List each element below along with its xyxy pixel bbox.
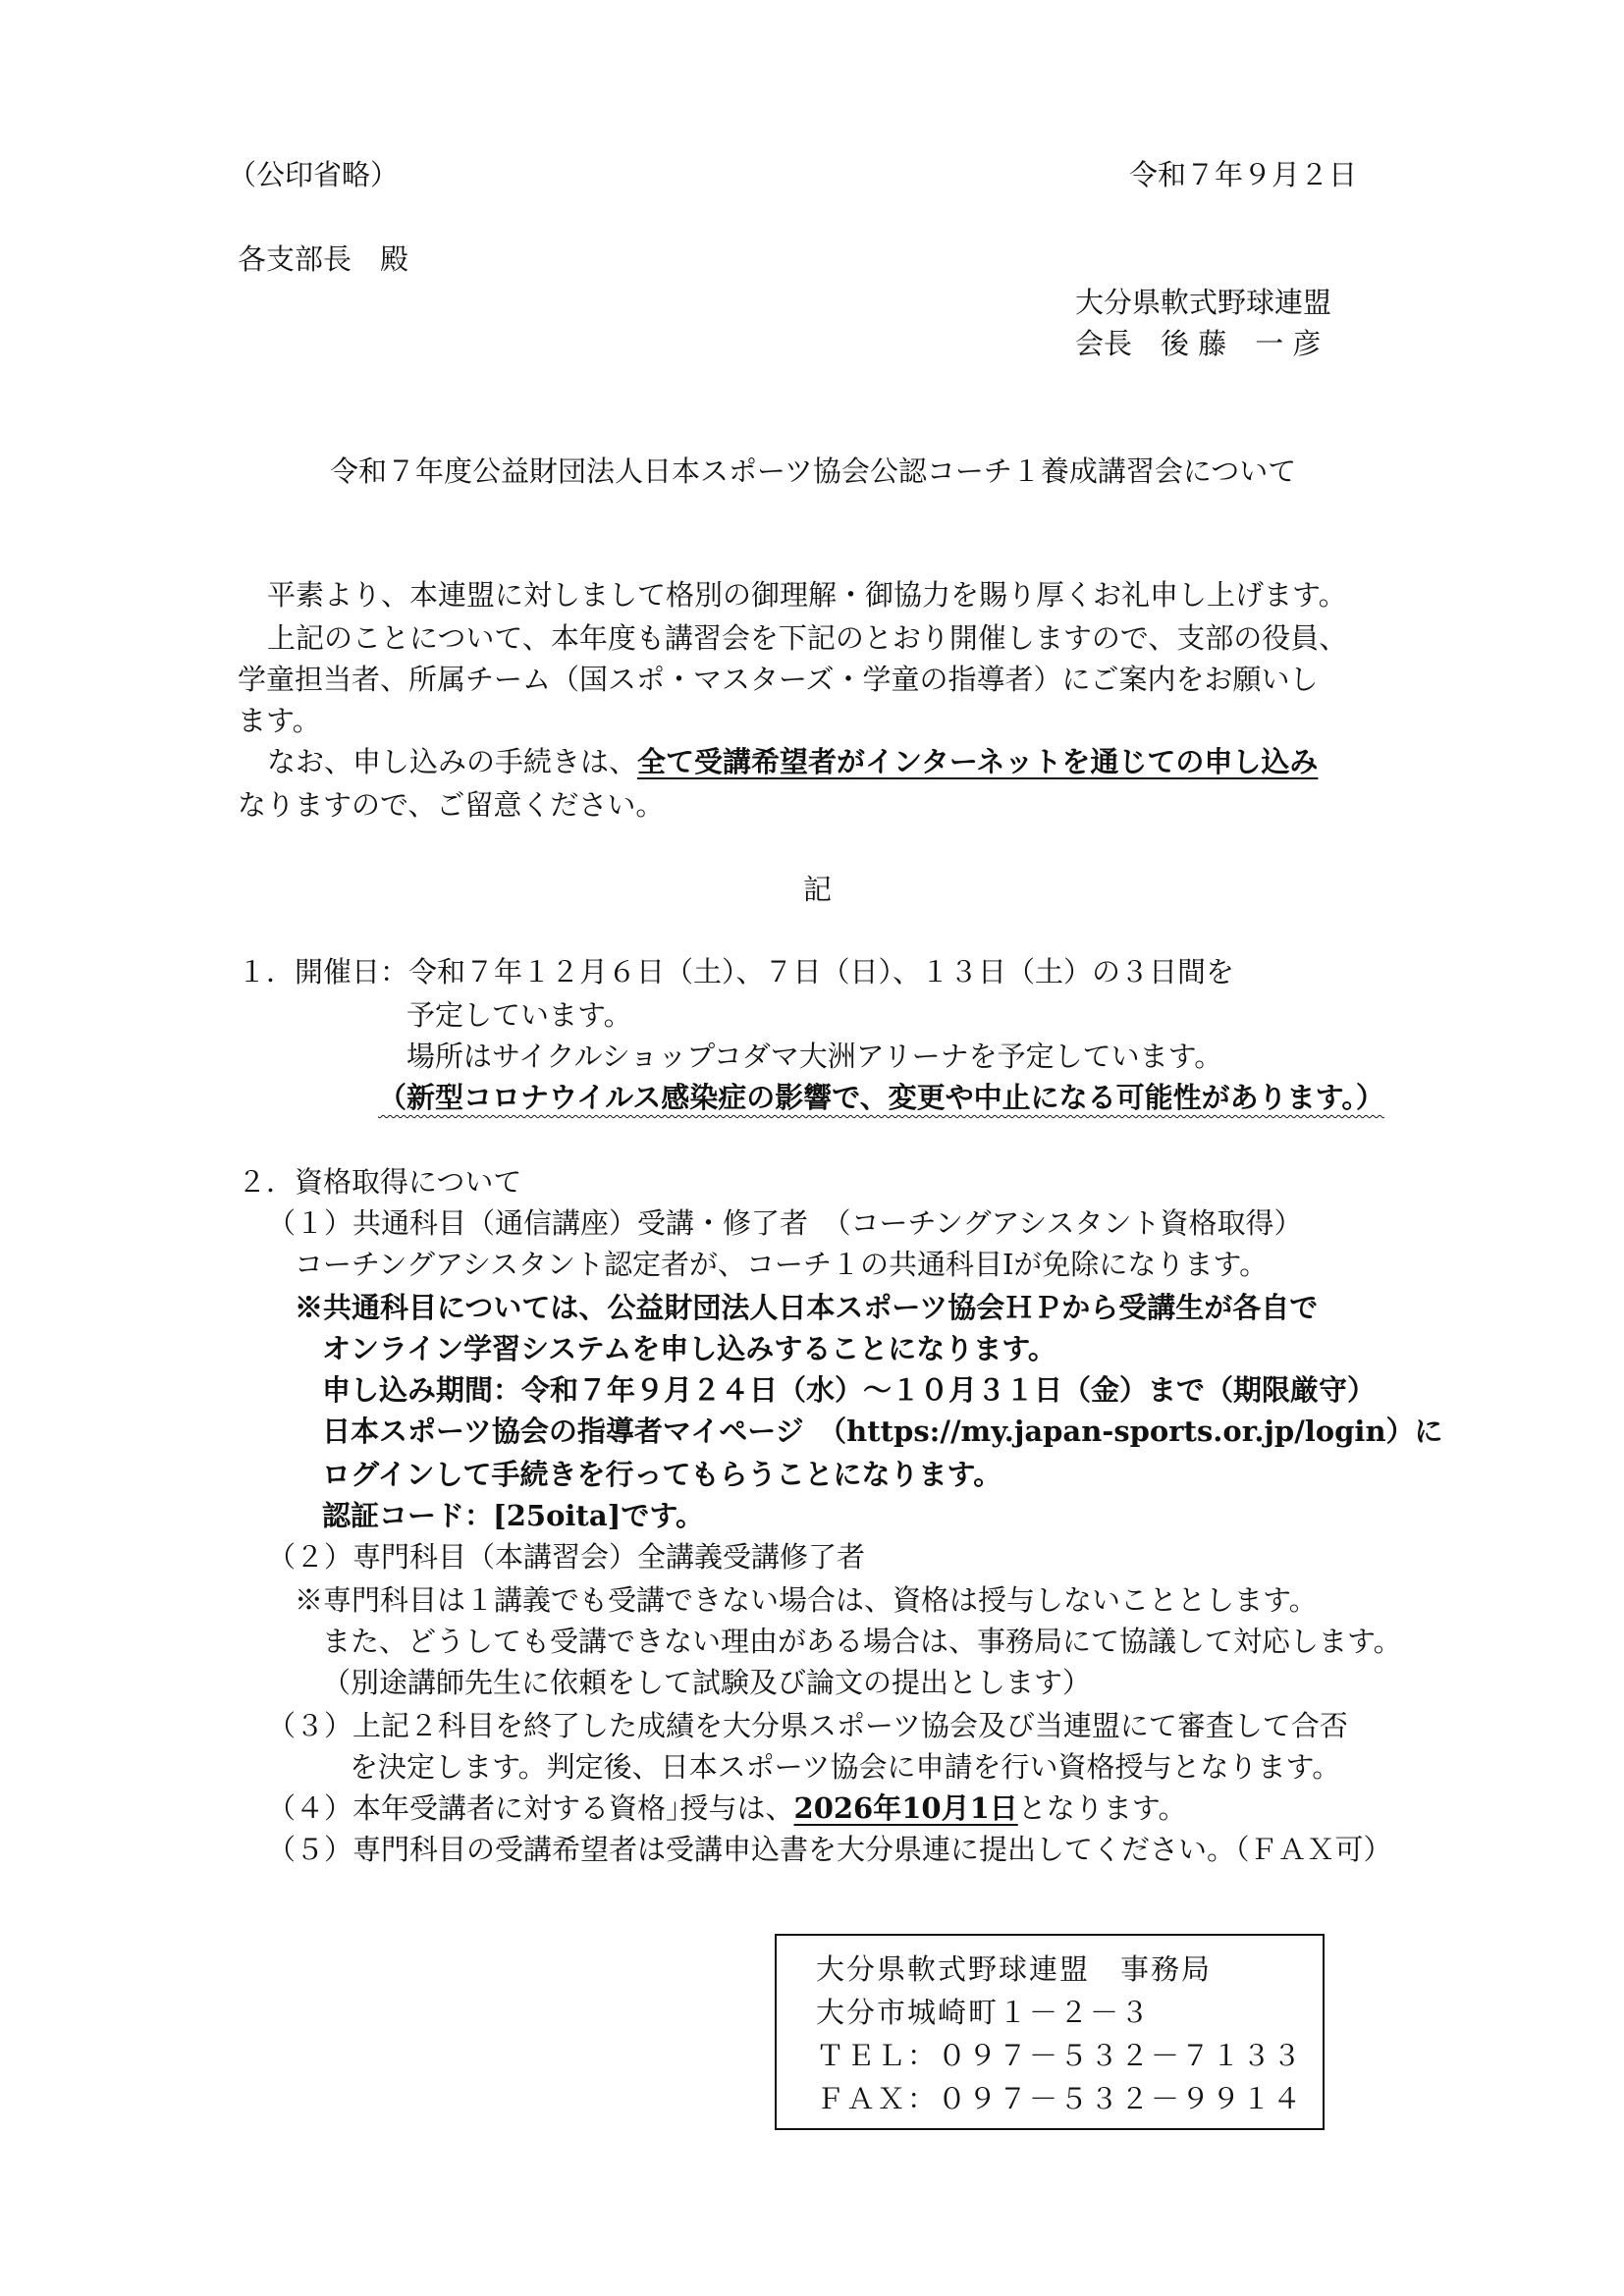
section2-note-line-5: ログインして手続きを行ってもらうことになります。 (322, 1458, 1002, 1491)
document-title: 令和７年度公益財団法人日本スポーツ協会公認コーチ１養成講習会について (330, 454, 1297, 488)
section2-note-line-2: オンライン学習システムを申し込みすることになります。 (322, 1332, 1056, 1365)
section2-item-4-suffix: となります。 (1017, 1791, 1187, 1825)
intro-paragraph-3-prefix: なお、申し込みの手続きは、 (267, 745, 638, 778)
contact-fax: ＦＡＸ：０９７－５３２－９９１４ (816, 2082, 1304, 2115)
section2-item-2-line-3: また、どうしても受講できない理由がある場合は、事務局にて協議して対応します。 (322, 1625, 1402, 1658)
intro-paragraph-2-line-1: 上記のことについて、本年度も講習会を下記のとおり開催しますので、支部の役員、 (267, 621, 1348, 655)
sender-name: 会長 後 藤 一 彦 (1075, 327, 1322, 360)
section2-item-4-date: 2026年10月1日 (793, 1791, 1018, 1825)
section2-auth-code: 認証コード：[25oita]です。 (322, 1499, 705, 1532)
section1-venue: 場所はサイクルショップコダマ大洲アリーナを予定しています。 (406, 1040, 1223, 1073)
intro-paragraph-2-line-2: 学童担当者、所属チーム（国スポ・マスターズ・学童の指導者）にご案内をお願いし (238, 663, 1319, 696)
contact-organization: 大分県軟式野球連盟 事務局 (816, 1952, 1213, 1986)
contact-box (775, 1934, 1325, 2130)
addressee: 各支部長 殿 (238, 242, 409, 276)
section2-item-1-line-2: コーチングアシスタント認定者が、コーチ１の共通科目Ⅰが免除になります。 (295, 1248, 1269, 1281)
section2-application-period: 申し込み期間：令和７年９月２４日（水）～１０月３１日（金）まで（期限厳守） (322, 1373, 1377, 1407)
section2-item-3: （３）上記２科目を終了した成績を大分県スポーツ協会及び当連盟にて審査して合否 (267, 1709, 1348, 1742)
section2-item-2-line-4: （別途講師先生に依頼をして試験及び論文の提出とします） (322, 1666, 1092, 1699)
intro-paragraph-1: 平素より、本連盟に対しまして格別の御理解・御協力を賜り厚くお礼申し上げます。 (267, 578, 1347, 612)
section2-item-4-prefix: （４）本年受講者に対する資格｣授与は、 (267, 1791, 794, 1825)
section2-item-2: （２）専門科目（本講習会）全講義受講修了者 (267, 1540, 866, 1574)
intro-paragraph-3-line-2: なりますので、ご留意ください。 (238, 788, 665, 822)
section1-line-1: １．開催日：令和７年１２月６日（土）、７日（日）、１３日（土）の３日間を (238, 955, 1235, 988)
intro-paragraph-3-line-1 (267, 742, 1318, 781)
section2-item-1: （１）共通科目（通信講座）受講・修了者 （コーチングアシスタント資格取得） (267, 1206, 1303, 1240)
section2-item-2-line-2: ※専門科目は１講義でも受講できない場合は、資格は授与しないこととします。 (295, 1583, 1318, 1617)
section1-line-2: 予定しています。 (406, 998, 632, 1032)
intro-paragraph-2-line-3: ます。 (238, 704, 321, 737)
section1-covid-warning: （新型コロナウイルス感染症の影響で、変更や中止になる可能性があります。） (378, 1081, 1384, 1114)
section2-note-line-1: ※共通科目については、公益財団法人日本スポーツ協会ＨＰから受講生が各自で (295, 1291, 1319, 1324)
section2-mypage-url: 日本スポーツ協会の指導者マイページ （https://my.japan-sports.or.jp/login）に (322, 1415, 1443, 1448)
section2-heading: ２．資格取得について (238, 1165, 522, 1199)
sender-organization: 大分県軟式野球連盟 (1075, 286, 1332, 319)
intro-paragraph-3-emphasis: 全て受講希望者がインターネットを通じての申し込み (637, 745, 1319, 778)
document-date: 令和７年９月２日 (1129, 158, 1358, 191)
contact-tel: ＴＥＬ：０９７－５３２－７１３３ (816, 2039, 1304, 2072)
section2-item-3-line-2: を決定します。判定後、日本スポーツ協会に申請を行い資格授与となります。 (350, 1750, 1341, 1784)
section2-item-4 (267, 1789, 1186, 1828)
contact-address: 大分市城崎町１－２－３ (816, 1996, 1152, 2029)
section2-item-5: （５）専門科目の受講希望者は受講申込書を大分県連に提出してください。（ＦＡＸ可） (267, 1833, 1392, 1866)
ki-marker: 記 (803, 873, 833, 906)
seal-omitted-note: （公印省略） (228, 158, 400, 191)
